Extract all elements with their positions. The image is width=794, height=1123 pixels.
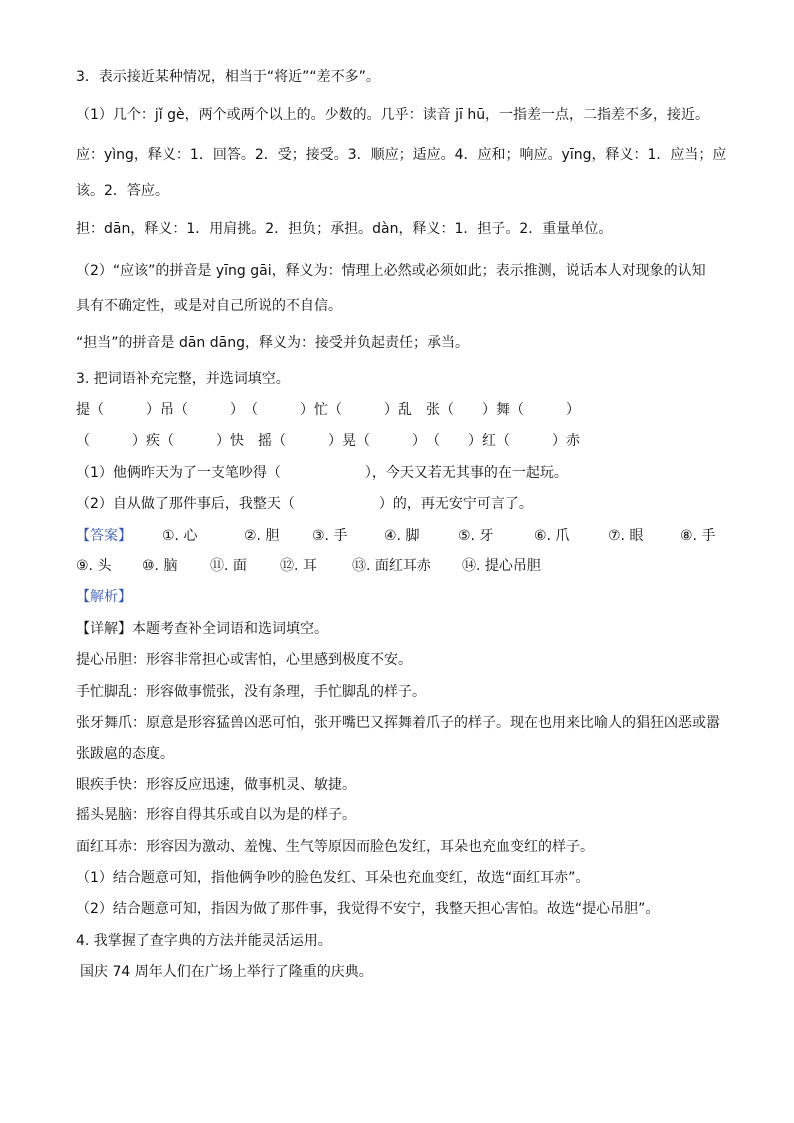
text-line: 张跋扈的态度。 [76,746,174,762]
fill-blank-row: 提（ ）吊（ ） （ ）忙（ ）乱 张（ ）舞（ ） [76,402,580,418]
answer-item: ①. 心 [162,528,198,544]
question-title: 3. 把词语补充完整，并选词填空。 [76,371,290,387]
text-line: （1）他俩昨天为了一支笔吵得（ ），今天又若无其事的在一起玩。 [76,465,568,481]
text-line: 应：yìng，释义：1．回答。2．受；接受。3．顺应；适应。4．应和；响应。yīng，释义：1．应当；应 [76,147,727,163]
answer-item: ⑦. 眼 [608,528,644,544]
answer-label: 【答案】 [76,528,132,544]
answer-item: ⑥. 爪 [534,528,570,544]
text-line: （2）结合题意可知，指因为做了那件事，我觉得不安宁，我整天担心害怕。故选“提心吊胆”。 [76,901,660,917]
answer-item: ⑤. 牙 [458,528,494,544]
text-line: 【详解】本题考查补全词语和选词填空。 [76,621,328,637]
text-line: （1）几个：jǐ gè，两个或两个以上的。少数的。几乎：读音 jī hū，一指差一点，二指差不多，接近。 [76,107,710,123]
text-line: 面红耳赤：形容因为激动、羞愧、生气等原因而脸色发红，耳朵也充血变红的样子。 [76,839,594,855]
answer-item: ⑧. 手 [680,528,716,544]
text-line: 提心吊胆：形容非常担心或害怕，心里感到极度不安。 [76,652,412,668]
text-line: 担：dān，释义：1．用肩挑。2．担负；承担。dàn，释义：1．担子。2．重量单位。 [76,221,613,237]
answer-item: ⑪. 面 [210,558,247,574]
text-line: “担当”的拼音是 dān dāng，释义为：接受并负起责任；承当。 [76,335,469,351]
text-line: 具有不确定性，或是对自己所说的不自信。 [76,298,342,314]
text-line: 该。2．答应。 [76,183,169,199]
answer-item: ⑩. 脑 [142,558,178,574]
question-title: 4. 我掌握了查字典的方法并能灵活运用。 [76,933,332,949]
answer-item: ③. 手 [312,528,348,544]
text-line: 眼疾手快：形容反应迅速，做事机灵、敏捷。 [76,777,356,793]
text-line: （2）“应该”的拼音是 yīng gāi，释义为：情理上必然或必须如此；表示推测，说话本人对现象的认知 [76,263,706,279]
text-line: 3．表示接近某种情况，相当于“将近”“差不多”。 [76,69,380,85]
fill-blank-row: （ ）疾（ ）快 摇（ ）晃（ ） （ ）红（ ）赤 [76,433,580,449]
answer-item: ⑬. 面红耳赤 [352,558,431,574]
text-line: 手忙脚乱：形容做事慌张，没有条理，手忙脚乱的样子。 [76,684,426,700]
text-line: 摇头晃脑：形容自得其乐或自以为是的样子。 [76,807,356,823]
text-line: （1）结合题意可知，指他俩争吵的脸色发红、耳朵也充血变红，故选“面红耳赤”。 [76,870,590,886]
text-line: （2）自从做了那件事后，我整天（ ）的，再无安宁可言了。 [76,496,533,512]
answer-item: ④. 脚 [384,528,420,544]
answer-item: ⑭. 提心吊胆 [462,558,541,574]
text-line: 张牙舞爪：原意是形容猛兽凶恶可怕，张开嘴巴又挥舞着爪子的样子。现在也用来比喻人的猖狂凶恶或嚣 [76,715,720,731]
answer-row [76,557,636,575]
answer-item: ⑫. 耳 [280,558,317,574]
answer-item: ②. 胆 [244,528,280,544]
answer-row [76,527,736,545]
answer-item: ⑨. 头 [76,558,112,574]
analysis-label: 【解析】 [76,589,132,605]
text-line: 国庆 74 周年人们在广场上举行了隆重的庆典。 [80,964,373,980]
